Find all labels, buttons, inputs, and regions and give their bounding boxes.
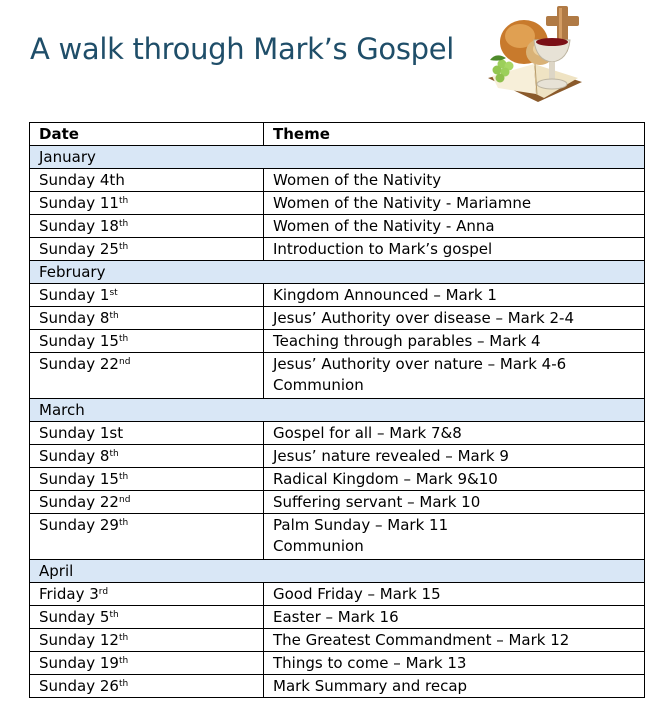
table-row (30, 215, 645, 238)
table-row (30, 468, 645, 491)
date-cell (30, 675, 264, 698)
date-text: Sunday 4th (39, 171, 125, 189)
theme-cell (264, 445, 645, 468)
theme-cell (264, 215, 645, 238)
table-row (30, 238, 645, 261)
date-text: Sunday 22 (39, 493, 119, 511)
date-ordinal-suffix: th (118, 518, 129, 528)
date-cell (30, 583, 264, 606)
table-row (30, 491, 645, 514)
date-ordinal-suffix: th (109, 610, 119, 620)
month-label: February (30, 261, 645, 284)
date-cell (30, 215, 264, 238)
theme-text: Teaching through parables – Mark 4 (273, 332, 541, 350)
month-row (30, 560, 645, 583)
date-text: Sunday 12 (39, 631, 119, 649)
table-row (30, 330, 645, 353)
table-row (30, 514, 645, 560)
date-ordinal-suffix: th (118, 219, 129, 229)
date-ordinal-suffix: th (118, 472, 129, 482)
table-row (30, 169, 645, 192)
date-text: Sunday 8 (39, 309, 110, 327)
theme-cell (264, 330, 645, 353)
date-text: Sunday 8 (39, 447, 110, 465)
date-text: Sunday 29 (39, 516, 119, 534)
theme-text: Introduction to Mark’s gospel (273, 240, 493, 258)
date-text: Sunday 1st (39, 424, 124, 442)
month-row (30, 146, 645, 169)
table-row (30, 422, 645, 445)
theme-note: Communion (273, 536, 364, 555)
table-row (30, 192, 645, 215)
theme-text: Jesus’ Authority over disease – Mark 2-4 (273, 309, 574, 327)
date-ordinal-suffix: th (118, 656, 129, 666)
theme-cell (264, 422, 645, 445)
theme-text: Jesus’ nature revealed – Mark 9 (273, 447, 509, 465)
date-cell (30, 192, 264, 215)
date-cell (30, 422, 264, 445)
date-cell (30, 491, 264, 514)
date-ordinal-suffix: nd (118, 495, 131, 505)
theme-cell (264, 238, 645, 261)
date-ordinal-suffix: th (118, 633, 129, 643)
month-row (30, 261, 645, 284)
theme-cell (264, 284, 645, 307)
date-text: Sunday 5 (39, 608, 110, 626)
date-cell (30, 238, 264, 261)
table-row (30, 353, 645, 399)
theme-cell (264, 629, 645, 652)
theme-text: Good Friday – Mark 15 (273, 585, 441, 603)
date-ordinal-suffix: nd (118, 357, 131, 367)
month-label: January (30, 146, 645, 169)
theme-cell (264, 353, 645, 399)
date-ordinal-suffix: rd (98, 587, 109, 597)
theme-cell (264, 192, 645, 215)
theme-cell (264, 514, 645, 560)
date-cell (30, 353, 264, 399)
theme-cell (264, 307, 645, 330)
month-label: March (30, 399, 645, 422)
date-cell (30, 307, 264, 330)
date-cell (30, 468, 264, 491)
theme-text: Suffering servant – Mark 10 (273, 493, 481, 511)
date-text: Sunday 18 (39, 217, 119, 235)
date-ordinal-suffix: th (118, 679, 129, 689)
date-column-header: Date (30, 123, 264, 146)
table-row (30, 629, 645, 652)
date-cell (30, 284, 264, 307)
theme-column-header: Theme (264, 123, 645, 146)
table-row (30, 307, 645, 330)
date-cell (30, 514, 264, 560)
table-row (30, 583, 645, 606)
theme-text: Women of the Nativity - Anna (273, 217, 495, 235)
date-text: Sunday 25 (39, 240, 119, 258)
month-label: April (30, 560, 645, 583)
date-ordinal-suffix: st (109, 288, 118, 298)
theme-text: Mark Summary and recap (273, 677, 468, 695)
theme-text: The Greatest Commandment – Mark 12 (273, 631, 570, 649)
theme-text: Kingdom Announced – Mark 1 (273, 286, 497, 304)
date-text: Sunday 15 (39, 332, 119, 350)
date-cell (30, 606, 264, 629)
theme-note: Communion (273, 375, 364, 394)
date-cell (30, 330, 264, 353)
date-text: Friday 3 (39, 585, 99, 603)
date-ordinal-suffix: th (118, 242, 129, 252)
schedule-table (29, 122, 645, 698)
date-text: Sunday 19 (39, 654, 119, 672)
theme-cell (264, 169, 645, 192)
table-row (30, 606, 645, 629)
table-row (30, 445, 645, 468)
date-text: Sunday 22 (39, 355, 119, 373)
month-row (30, 399, 645, 422)
theme-text: Easter – Mark 16 (273, 608, 399, 626)
schedule-body (30, 123, 645, 698)
date-ordinal-suffix: th (109, 449, 119, 459)
date-ordinal-suffix: th (118, 334, 129, 344)
date-cell (30, 169, 264, 192)
theme-cell (264, 675, 645, 698)
table-header-row (30, 123, 645, 146)
theme-text: Women of the Nativity - Mariamne (273, 194, 532, 212)
theme-cell (264, 491, 645, 514)
date-text: Sunday 15 (39, 470, 119, 488)
date-cell (30, 629, 264, 652)
theme-cell (264, 652, 645, 675)
theme-cell (264, 606, 645, 629)
date-text: Sunday 26 (39, 677, 119, 695)
date-text: Sunday 11 (39, 194, 119, 212)
theme-text: Gospel for all – Mark 7&8 (273, 424, 462, 442)
date-text: Sunday 1 (39, 286, 110, 304)
theme-cell (264, 583, 645, 606)
theme-text: Palm Sunday – Mark 11 (273, 516, 449, 534)
date-ordinal-suffix: th (109, 311, 119, 321)
theme-text: Radical Kingdom – Mark 9&10 (273, 470, 498, 488)
table-row (30, 675, 645, 698)
communion-illustration-icon (484, 2, 594, 106)
theme-cell (264, 468, 645, 491)
date-cell (30, 445, 264, 468)
table-row (30, 284, 645, 307)
theme-text: Women of the Nativity (273, 171, 442, 189)
table-row (30, 652, 645, 675)
theme-text: Things to come – Mark 13 (273, 654, 467, 672)
page-title: A walk through Mark’s Gospel (30, 32, 455, 66)
theme-text: Jesus’ Authority over nature – Mark 4-6 (273, 355, 567, 373)
date-cell (30, 652, 264, 675)
date-ordinal-suffix: th (118, 196, 129, 206)
